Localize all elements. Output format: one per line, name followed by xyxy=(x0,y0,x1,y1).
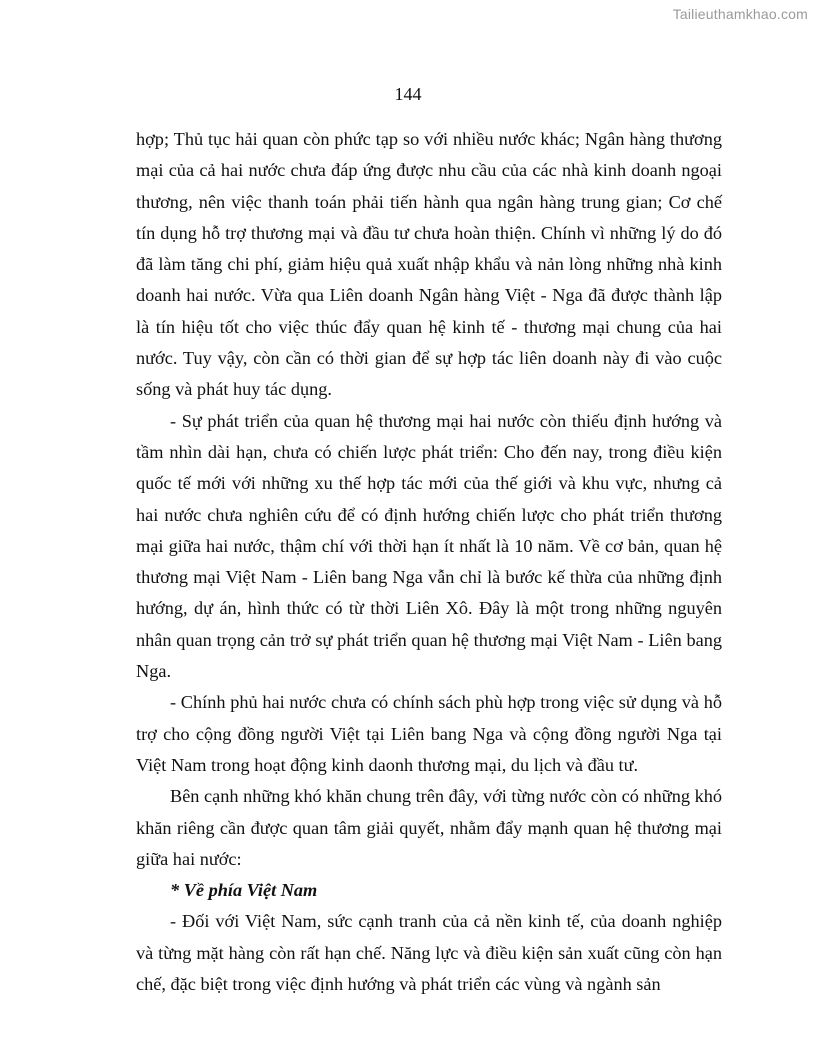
paragraph-government-policy: - Chính phủ hai nước chưa có chính sách phù hợp trong việc sử dụng và hỗ trợ cho cộng đồng người Việt tại Liên bang Nga và cộng đồng người Nga tại Việt Nam trong hoạt động kinh daonh thương mại, du lịch và đầu tư. xyxy=(136,692,722,775)
paragraph-difficulties-intro: Bên cạnh những khó khăn chung trên đây, với từng nước còn có những khó khăn riêng cần được quan tâm giải quyết, nhằm đẩy mạnh quan hệ thương mại giữa hai nước: xyxy=(136,786,722,869)
section-heading-vietnam: * Về phía Việt Nam xyxy=(170,880,318,901)
paragraph-continued: hợp; Thủ tục hải quan còn phức tạp so với nhiều nước khác; Ngân hàng thương mại của cả hai nước chưa đáp ứng được nhu cầu của các nhà kinh doanh ngoại thương, nên việc thanh toán phải tiến hành qua ngân hàng trung gian; Cơ chế tín dụng hỗ trợ thương mại và đầu tư chưa hoàn thiện. Chính vì những lý do đó đã làm tăng chi phí, giảm hiệu quả xuất nhập khẩu và nản lòng những nhà kinh doanh hai nước. Vừa qua Liên doanh Ngân hàng Việt - Nga đã được thành lập là tín hiệu tốt cho việc thúc đẩy quan hệ kinh tế - thương mại chung của hai nước. Tuy vậy, còn cần có thời gian để sự hợp tác liên doanh này đi vào cuộc sống và phát huy tác dụng. xyxy=(136,129,722,400)
page-number: 144 xyxy=(394,84,422,104)
paragraph-vietnam-competitiveness: - Đối với Việt Nam, sức cạnh tranh của cả nền kinh tế, của doanh nghiệp và từng mặt hàng còn rất hạn chế. Năng lực và điều kiện sản xuất cũng còn hạn chế, đặc biệt trong việc định hướng và phát triển các vùng và ngành sản xyxy=(136,911,722,995)
document-body xyxy=(136,124,722,1000)
paragraph-trade-orientation: - Sự phát triển của quan hệ thương mại hai nước còn thiếu định hướng và tầm nhìn dài hạn, chưa có chiến lược phát triển: Cho đến nay, trong điều kiện quốc tế mới với những xu thế hợp tác mới của thế giới và khu vực, nhưng cả hai nước chưa nghiên cứu để có định hướng chiến lược cho phát triển thương mại giữa hai nước, thậm chí với thời hạn ít nhất là 10 năm. Về cơ bản, quan hệ thương mại Việt Nam - Liên bang Nga vẫn chỉ là bước kế thừa của những định hướng, dự án, hình thức có từ thời Liên Xô. Đây là một trong những nguyên nhân quan trọng cản trở sự phát triển quan hệ thương mại Việt Nam - Liên bang Nga. xyxy=(136,410,722,682)
watermark: Tailieuthamkhao.com xyxy=(672,6,808,22)
